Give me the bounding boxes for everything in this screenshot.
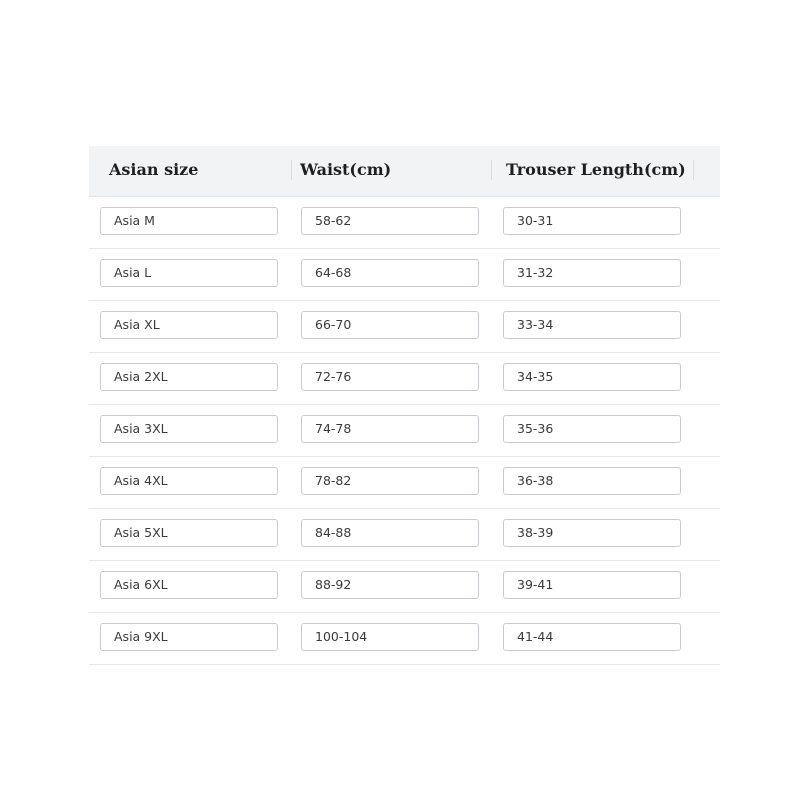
table-row: [89, 301, 720, 353]
trouser-length-field[interactable]: 41-44: [503, 623, 681, 651]
asian-size-field[interactable]: Asia 4XL: [100, 467, 278, 495]
table-row: [89, 249, 720, 301]
header-divider: [291, 160, 292, 180]
header-waist: Waist(cm): [300, 160, 392, 179]
header-asian-size: Asian size: [109, 160, 199, 179]
header-divider: [693, 160, 694, 180]
trouser-length-field[interactable]: 39-41: [503, 571, 681, 599]
waist-field[interactable]: 72-76: [301, 363, 479, 391]
trouser-length-field[interactable]: 34-35: [503, 363, 681, 391]
trouser-length-field[interactable]: 36-38: [503, 467, 681, 495]
table-row: [89, 197, 720, 249]
asian-size-field[interactable]: Asia M: [100, 207, 278, 235]
table-row: [89, 613, 720, 665]
waist-field[interactable]: 58-62: [301, 207, 479, 235]
table-row: [89, 353, 720, 405]
asian-size-field[interactable]: Asia 9XL: [100, 623, 278, 651]
trouser-length-field[interactable]: 30-31: [503, 207, 681, 235]
waist-field[interactable]: 78-82: [301, 467, 479, 495]
asian-size-field[interactable]: Asia L: [100, 259, 278, 287]
table-row: [89, 457, 720, 509]
waist-field[interactable]: 100-104: [301, 623, 479, 651]
asian-size-field[interactable]: Asia 5XL: [100, 519, 278, 547]
waist-field[interactable]: 84-88: [301, 519, 479, 547]
trouser-length-field[interactable]: 35-36: [503, 415, 681, 443]
waist-field[interactable]: 64-68: [301, 259, 479, 287]
trouser-length-field[interactable]: 38-39: [503, 519, 681, 547]
table-header: [89, 146, 720, 197]
table-row: [89, 561, 720, 613]
trouser-length-field[interactable]: 33-34: [503, 311, 681, 339]
header-divider: [491, 160, 492, 180]
asian-size-field[interactable]: Asia 2XL: [100, 363, 278, 391]
header-trouser-length: Trouser Length(cm): [506, 160, 686, 179]
table-row: [89, 509, 720, 561]
waist-field[interactable]: 74-78: [301, 415, 479, 443]
asian-size-field[interactable]: Asia 6XL: [100, 571, 278, 599]
table-row: [89, 405, 720, 457]
size-table: [89, 146, 720, 665]
asian-size-field[interactable]: Asia 3XL: [100, 415, 278, 443]
waist-field[interactable]: 88-92: [301, 571, 479, 599]
asian-size-field[interactable]: Asia XL: [100, 311, 278, 339]
waist-field[interactable]: 66-70: [301, 311, 479, 339]
trouser-length-field[interactable]: 31-32: [503, 259, 681, 287]
